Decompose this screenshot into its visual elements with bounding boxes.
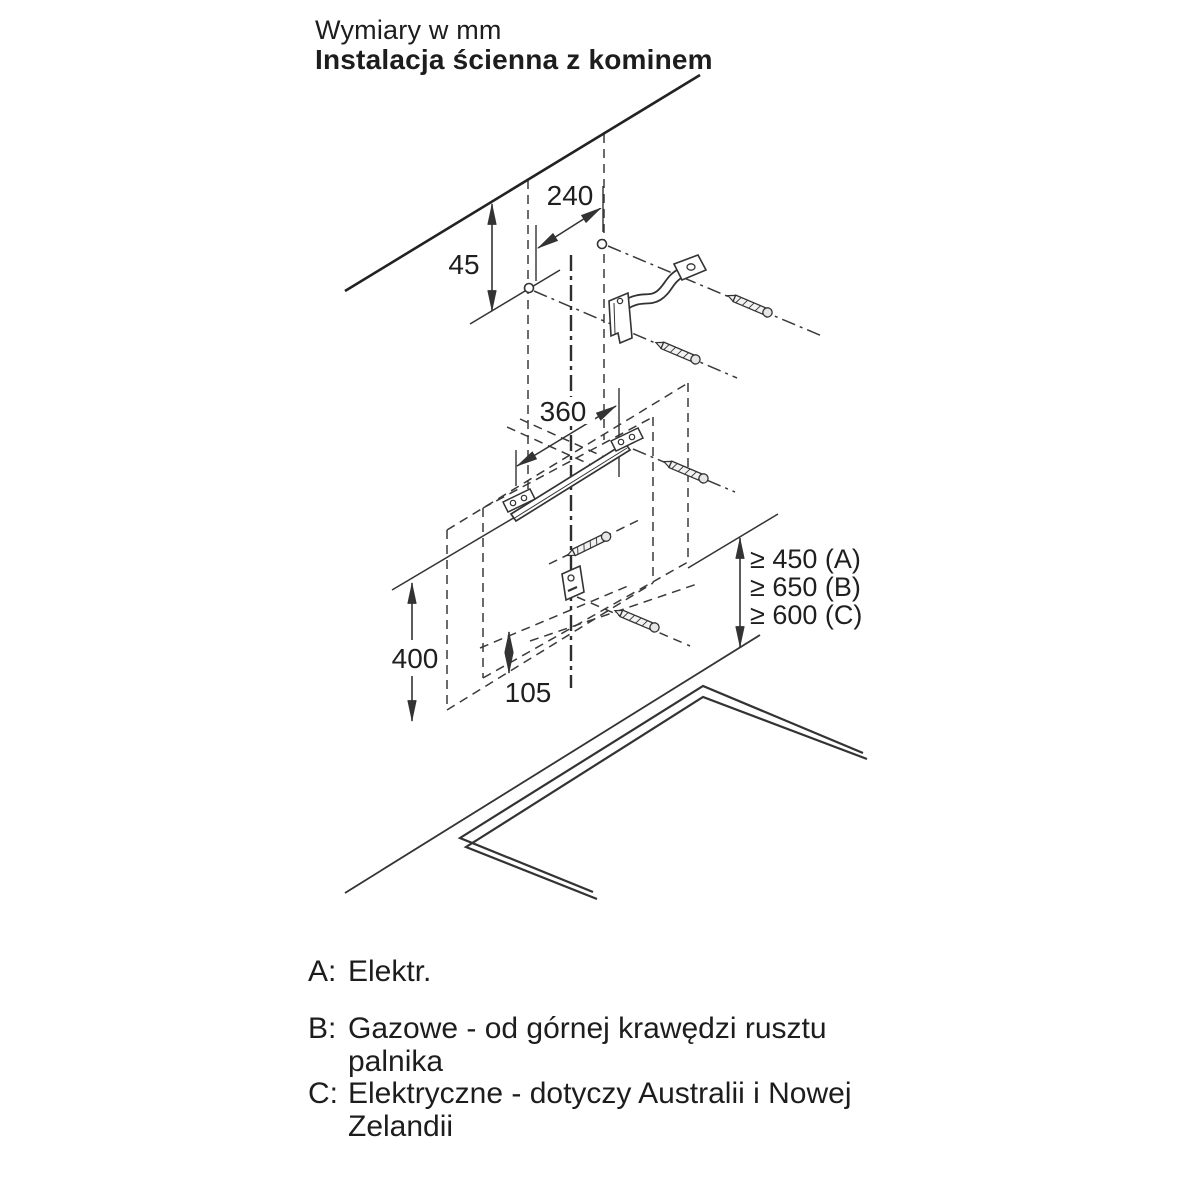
rail-right-tab-hole-1 — [618, 439, 623, 444]
dim-45-label: 45 — [448, 249, 480, 280]
dim-240-label: 240 — [546, 180, 594, 211]
hood-bottom-edge-back — [483, 562, 688, 678]
hood-top-edge-inner — [483, 417, 653, 508]
safety-bracket — [562, 566, 584, 600]
legend-text-c-line2: Zelandii — [348, 1110, 454, 1143]
dim-360-label: 360 — [539, 396, 587, 427]
rail-left-tab-hole-2 — [521, 495, 526, 500]
screw-center-icon — [565, 531, 612, 560]
ceiling-wall-line — [345, 75, 700, 291]
text-backings — [387, 180, 602, 706]
wall-hole-left — [525, 284, 534, 293]
clearance-b-label: ≥ 650 (B) — [750, 572, 861, 602]
title-units: Wymiary w mm — [315, 15, 502, 45]
countertop-inner-edge — [466, 697, 867, 899]
wall-hole-right — [598, 240, 607, 249]
legend-key-c: C: — [308, 1077, 338, 1110]
legend-item-b — [308, 1012, 827, 1078]
legend-item-a — [308, 955, 431, 988]
legend-key-a: A: — [308, 955, 337, 988]
mounting-axes — [534, 246, 822, 492]
rail-left-tab-hole-1 — [510, 500, 515, 505]
countertop — [460, 686, 867, 899]
legend-text-a-line1: Elektr. — [348, 955, 432, 988]
wall-hole-axis-upper — [608, 246, 822, 336]
title-installation-type: Instalacja ścienna z kominem — [315, 44, 713, 75]
clearance-c-label: ≥ 600 (C) — [750, 600, 863, 630]
safety-bracket-hole — [568, 575, 574, 581]
rail-right-tab-hole-2 — [629, 434, 634, 439]
screw-upper-mid-icon — [654, 338, 701, 365]
chimney-bracket-left-hole — [617, 298, 622, 303]
chimney-bracket-right-hole — [687, 264, 695, 270]
legend-text-b-line2: palnika — [348, 1045, 444, 1078]
mounting-rail — [503, 428, 643, 521]
legend-key-b: B: — [308, 1012, 337, 1045]
legend-text-c-line1: Elektryczne - dotyczy Australii i Nowej — [348, 1077, 852, 1110]
hood-bottom-guide-1 — [480, 586, 628, 648]
screw-top-right-icon — [726, 291, 773, 318]
hood-bottom-guide-2 — [530, 583, 700, 641]
clearance-a-label: ≥ 450 (A) — [750, 544, 861, 574]
dim-240-line — [538, 208, 601, 248]
screw-rail-icon — [662, 457, 709, 484]
safety-bracket-plate — [562, 566, 584, 600]
legend-item-c — [308, 1077, 852, 1143]
dim-105-label: 105 — [504, 677, 552, 708]
chimney-bracket — [609, 255, 706, 343]
screw-bracket-icon — [613, 606, 660, 633]
legend-text-b-line1: Gazowe - od górnej krawędzi rusztu — [348, 1012, 827, 1045]
dim-400-label: 400 — [391, 643, 439, 674]
countertop-outer-edge — [460, 686, 863, 892]
